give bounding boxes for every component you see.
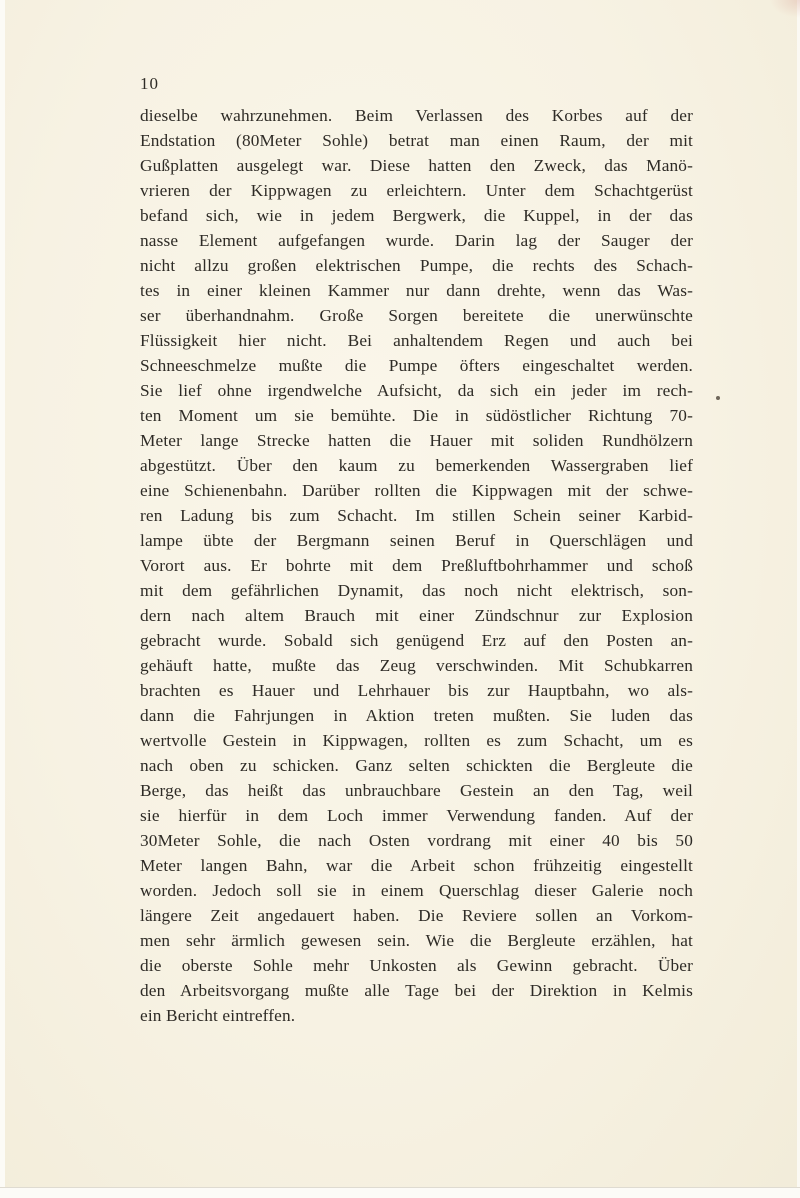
text-line: nicht allzu großen elektrischen Pumpe, die rechts des Schach- xyxy=(140,256,693,275)
text-line: tes in einer kleinen Kammer nur dann drehte, wenn das Was- xyxy=(140,281,693,300)
text-line: wertvolle Gestein in Kippwagen, rollten es zum Schacht, um es xyxy=(140,731,693,750)
ink-speck xyxy=(716,396,720,400)
text-line: Gußplatten ausgelegt war. Diese hatten den Zweck, das Manö- xyxy=(140,156,693,175)
text-line: ser überhandnahm. Große Sorgen bereitete die unerwünschte xyxy=(140,306,693,325)
text-line: nasse Element aufgefangen wurde. Darin lag der Sauger der xyxy=(140,231,693,250)
text-line: dern nach altem Brauch mit einer Zündschnur zur Explosion xyxy=(140,606,693,625)
text-line: Meter lange Strecke hatten die Hauer mit soliden Rundhölzern xyxy=(140,431,693,450)
text-line: Meter langen Bahn, war die Arbeit schon frühzeitig eingestellt xyxy=(140,856,693,875)
text-line: ren Ladung bis zum Schacht. Im stillen Schein seiner Karbid- xyxy=(140,506,693,525)
page-number: 10 xyxy=(140,74,159,93)
text-line: Berge, das heißt das unbrauchbare Gestein an den Tag, weil xyxy=(140,781,693,800)
text-line: den Arbeitsvorgang mußte alle Tage bei der Direktion in Kelmis xyxy=(140,981,693,1000)
text-line: eine Schienenbahn. Darüber rollten die Kippwagen mit der schwe- xyxy=(140,481,693,500)
text-line: Endstation (80Meter Sohle) betrat man einen Raum, der mit xyxy=(140,131,693,150)
text-line: lampe übte der Bergmann seinen Beruf in Querschlägen und xyxy=(140,531,693,550)
body-text xyxy=(140,103,693,1028)
text-line: sie hierfür in dem Loch immer Verwendung fanden. Auf der xyxy=(140,806,693,825)
text-line: ten Moment um sie bemühte. Die in südöstlicher Richtung 70- xyxy=(140,406,693,425)
text-line: Vorort aus. Er bohrte mit dem Preßluftbohrhammer und schoß xyxy=(140,556,693,575)
text-line: Schneeschmelze mußte die Pumpe öfters eingeschaltet werden. xyxy=(140,356,693,375)
scan-edge-left xyxy=(0,0,5,1198)
text-line: gehäuft hatte, mußte das Zeug verschwinden. Mit Schubkarren xyxy=(140,656,693,675)
text-line: die oberste Sohle mehr Unkosten als Gewinn gebracht. Über xyxy=(140,956,693,975)
text-line: Flüssigkeit hier nicht. Bei anhaltendem Regen und auch bei xyxy=(140,331,693,350)
text-line: abgestützt. Über den kaum zu bemerkenden Wassergraben lief xyxy=(140,456,693,475)
text-line: brachten es Hauer und Lehrhauer bis zur Hauptbahn, wo als- xyxy=(140,681,693,700)
text-line: gebracht wurde. Sobald sich genügend Erz auf den Posten an- xyxy=(140,631,693,650)
text-line: men sehr ärmlich gewesen sein. Wie die Bergleute erzählen, hat xyxy=(140,931,693,950)
text-line: ein Bericht eintreffen. xyxy=(140,1006,296,1025)
text-line: 30Meter Sohle, die nach Osten vordrang mit einer 40 bis 50 xyxy=(140,831,693,850)
text-line: dieselbe wahrzunehmen. Beim Verlassen des Korbes auf der xyxy=(140,106,693,125)
text-line: nach oben zu schicken. Ganz selten schickten die Bergleute die xyxy=(140,756,693,775)
text-line: vrieren der Kippwagen zu erleichtern. Unter dem Schachtgerüst xyxy=(140,181,693,200)
text-line: befand sich, wie in jedem Bergwerk, die Kuppel, in der das xyxy=(140,206,693,225)
cover-tint-top-right xyxy=(770,0,800,18)
scan-edge-bottom xyxy=(0,1187,800,1198)
text-line: mit dem gefährlichen Dynamit, das noch nicht elektrisch, son- xyxy=(140,581,693,600)
text-line: Sie lief ohne irgendwelche Aufsicht, da sich ein jeder im rech- xyxy=(140,381,693,400)
text-line: längere Zeit angedauert haben. Die Reviere sollen an Vorkom- xyxy=(140,906,693,925)
text-line: worden. Jedoch soll sie in einem Querschlag dieser Galerie noch xyxy=(140,881,693,900)
text-line: dann die Fahrjungen in Aktion treten mußten. Sie luden das xyxy=(140,706,693,725)
